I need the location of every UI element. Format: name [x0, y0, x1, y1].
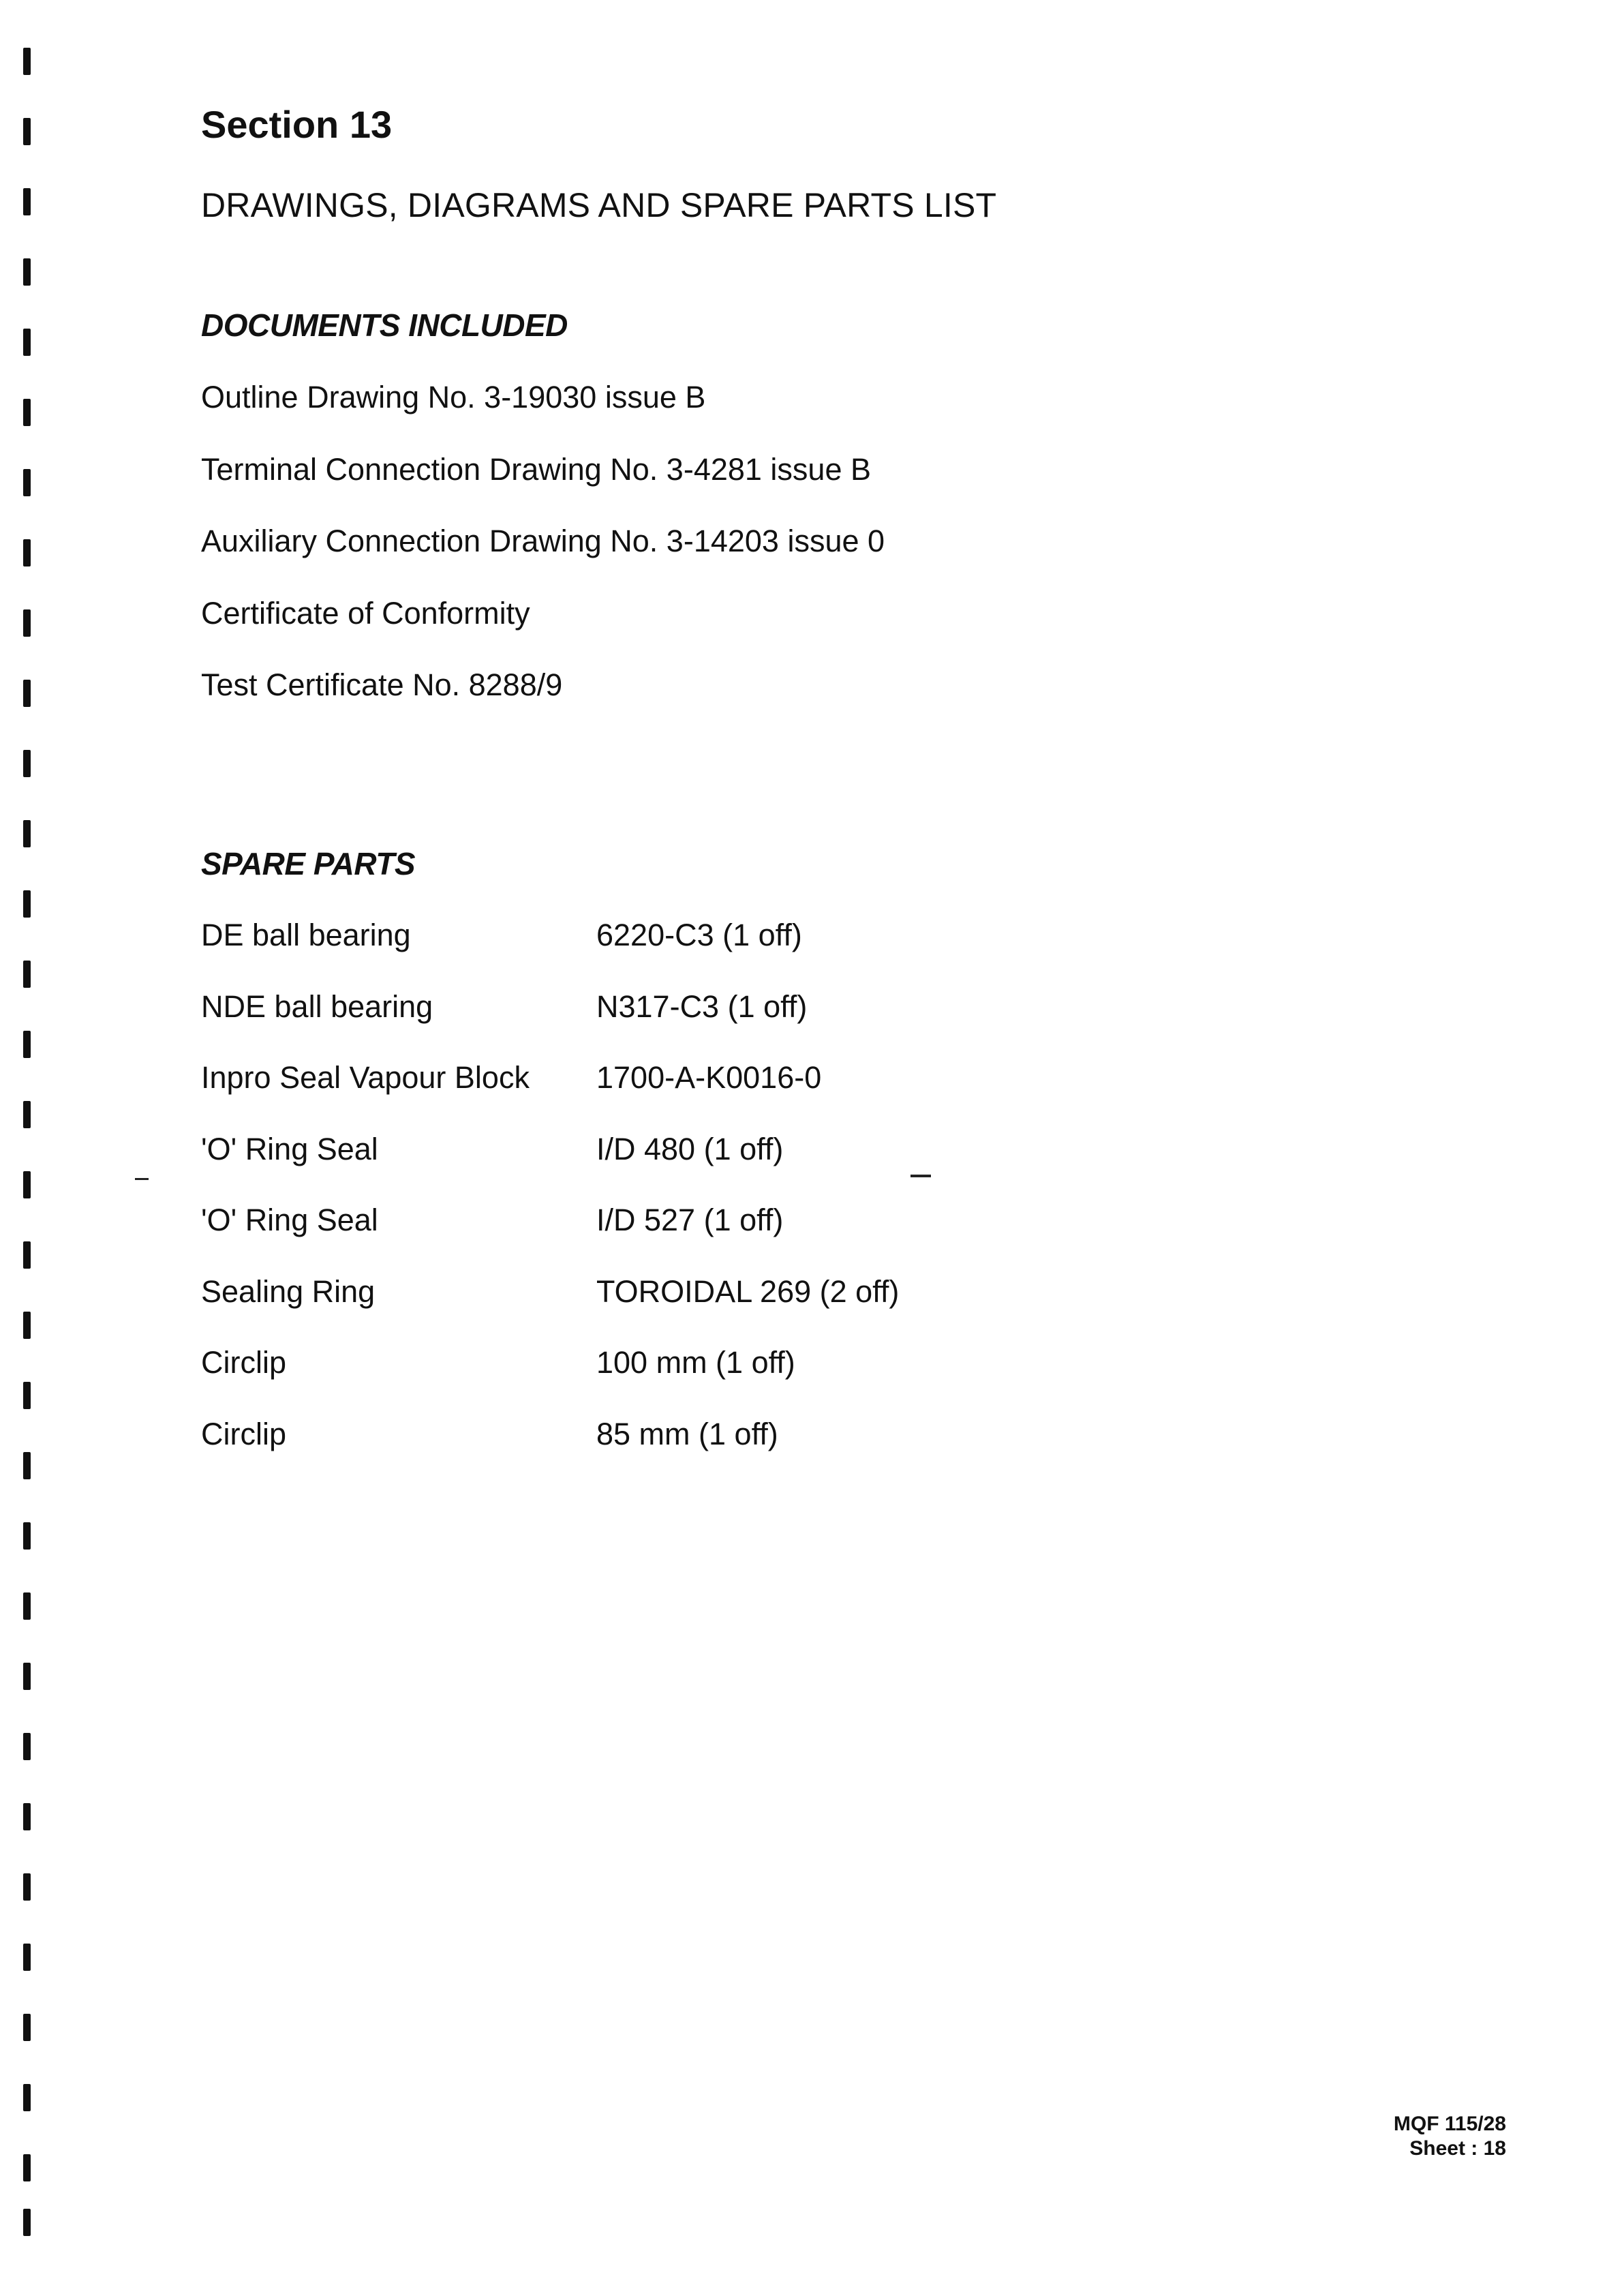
document-reference: MQF 115/28 — [1393, 2113, 1506, 2135]
binding-hole-mark — [23, 1171, 31, 1198]
part-spec: 100 mm (1 off) — [596, 1345, 795, 1380]
part-name: Circlip — [201, 1345, 287, 1380]
binding-hole-mark — [23, 469, 31, 496]
part-name: 'O' Ring Seal — [201, 1131, 378, 1166]
section-title: Section 13 — [201, 103, 393, 146]
binding-hole-mark — [23, 1733, 31, 1760]
binding-hole-mark — [23, 1944, 31, 1971]
scan-mark — [911, 1175, 931, 1177]
binding-hole-mark — [23, 1873, 31, 1901]
part-spec: TOROIDAL 269 (2 off) — [596, 1273, 900, 1309]
footer — [1394, 2112, 1506, 2161]
table-row — [201, 1271, 899, 1343]
part-name: Sealing Ring — [201, 1273, 376, 1309]
binding-hole-mark — [23, 1382, 31, 1409]
table-row — [201, 915, 899, 986]
table-row — [201, 1129, 899, 1200]
documents-list — [201, 377, 885, 737]
binding-hole-mark — [23, 1452, 31, 1479]
binding-hole-mark — [23, 1101, 31, 1128]
part-name: 'O' Ring Seal — [201, 1203, 378, 1237]
sheet-number: Sheet : 18 — [1409, 2137, 1506, 2160]
document-item: Auxiliary Connection Drawing No. 3-14203 issue 0 — [201, 524, 885, 558]
table-row — [201, 1200, 899, 1271]
binding-hole-mark — [23, 609, 31, 637]
part-spec: I/D 527 (1 off) — [596, 1203, 784, 1237]
part-name: DE ball bearing — [201, 918, 411, 952]
table-row — [201, 1342, 899, 1414]
binding-hole-mark — [23, 2084, 31, 2111]
binding-hole-mark — [23, 188, 31, 215]
binding-hole-mark — [23, 1803, 31, 1830]
binding-hole-mark — [23, 1592, 31, 1620]
document-item: Test Certificate No. 8288/9 — [201, 667, 563, 702]
table-row — [201, 1414, 899, 1485]
binding-hole-mark — [23, 680, 31, 707]
binding-hole-mark — [23, 890, 31, 918]
spare-parts-table — [201, 915, 899, 1485]
part-spec: 85 mm (1 off) — [596, 1416, 778, 1451]
binding-hole-mark — [23, 329, 31, 356]
binding-hole-mark — [23, 1031, 31, 1058]
binding-hole-mark — [23, 539, 31, 567]
binding-hole-mark — [23, 820, 31, 847]
part-name: Circlip — [201, 1416, 287, 1451]
documents-included-heading: DOCUMENTS INCLUDED — [201, 307, 568, 343]
binding-hole-mark — [23, 258, 31, 286]
table-row — [201, 986, 899, 1058]
binding-hole-mark — [23, 750, 31, 777]
binding-hole-mark — [23, 118, 31, 145]
part-spec: 1700-A-K0016-0 — [596, 1060, 822, 1095]
part-spec: I/D 480 (1 off) — [596, 1131, 784, 1166]
part-name: NDE ball bearing — [201, 988, 433, 1024]
binding-hole-mark — [23, 2014, 31, 2041]
document-heading: DRAWINGS, DIAGRAMS AND SPARE PARTS LIST — [201, 186, 997, 224]
binding-hole-mark — [23, 2154, 31, 2181]
binding-hole-mark — [23, 1241, 31, 1269]
binding-hole-mark — [23, 961, 31, 988]
document-item: Certificate of Conformity — [201, 595, 530, 631]
document-item: Terminal Connection Drawing No. 3-4281 issue B — [201, 451, 871, 487]
part-spec: 6220-C3 (1 off) — [596, 918, 802, 952]
table-row — [201, 1057, 899, 1129]
binding-hole-mark — [23, 48, 31, 75]
binding-hole-mark — [23, 1663, 31, 1690]
binding-hole-mark — [23, 1312, 31, 1339]
binding-hole-mark — [23, 399, 31, 426]
binding-hole-mark — [23, 1522, 31, 1550]
scan-mark — [135, 1178, 149, 1180]
binding-holes — [16, 48, 37, 2236]
document-item: Outline Drawing No. 3-19030 issue B — [201, 380, 706, 414]
part-name: Inpro Seal Vapour Block — [201, 1060, 530, 1095]
binding-hole-mark — [23, 2209, 31, 2236]
part-spec: N317-C3 (1 off) — [596, 988, 808, 1024]
spare-parts-heading: SPARE PARTS — [201, 846, 416, 881]
